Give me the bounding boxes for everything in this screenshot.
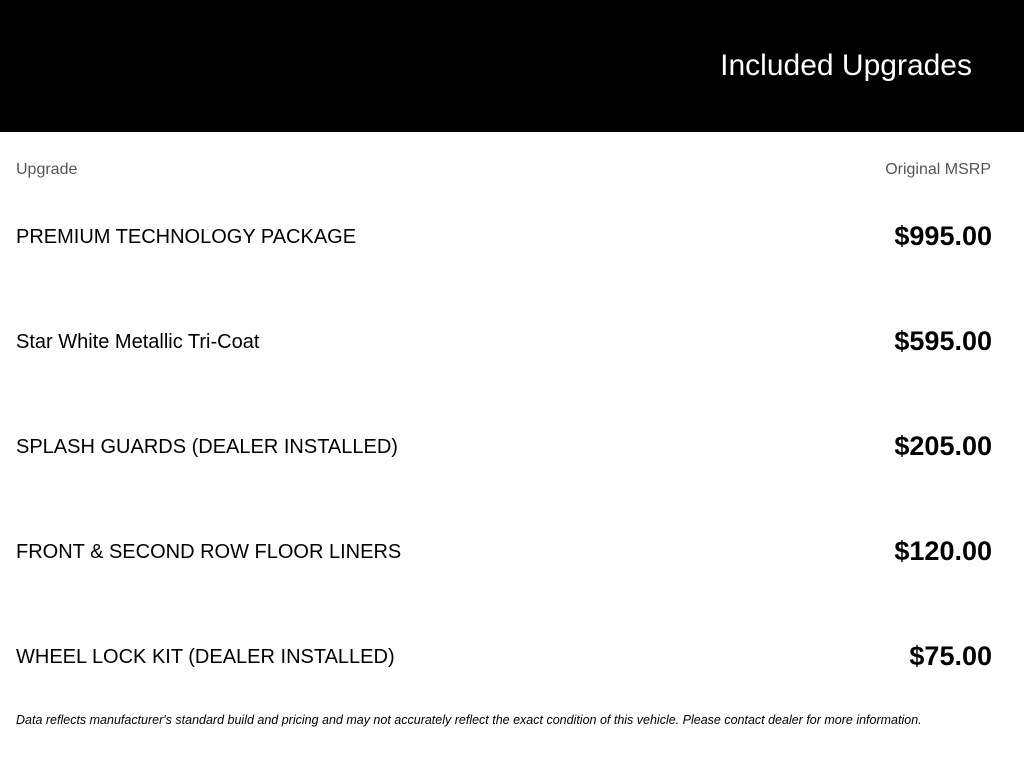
- page-title: Included Upgrades: [720, 49, 972, 82]
- column-header-upgrade: Upgrade: [16, 161, 78, 178]
- table-row: [0, 532, 1024, 572]
- upgrade-name: FRONT & SECOND ROW FLOOR LINERS: [16, 541, 402, 563]
- disclaimer-text: Data reflects manufacturer's standard build and pricing and may not accurately reflect the exact condition of this vehicle. Please contact dealer for more information.: [16, 713, 922, 727]
- column-header-msrp: Original MSRP: [885, 161, 991, 178]
- upgrade-name: Star White Metallic Tri-Coat: [16, 331, 260, 353]
- table-row: [0, 217, 1024, 257]
- upgrade-price: $595.00: [894, 326, 992, 356]
- table-row: [0, 322, 1024, 362]
- table-row: [0, 427, 1024, 467]
- upgrade-name: PREMIUM TECHNOLOGY PACKAGE: [16, 226, 357, 248]
- upgrade-price: $120.00: [894, 536, 992, 566]
- upgrade-name: WHEEL LOCK KIT (DEALER INSTALLED): [16, 646, 395, 668]
- upgrade-price: $205.00: [894, 431, 992, 461]
- upgrade-name: SPLASH GUARDS (DEALER INSTALLED): [16, 436, 398, 458]
- header-bar: [0, 0, 1024, 132]
- table-row: [0, 637, 1024, 677]
- upgrade-price: $995.00: [894, 221, 992, 251]
- upgrade-price: $75.00: [909, 641, 992, 671]
